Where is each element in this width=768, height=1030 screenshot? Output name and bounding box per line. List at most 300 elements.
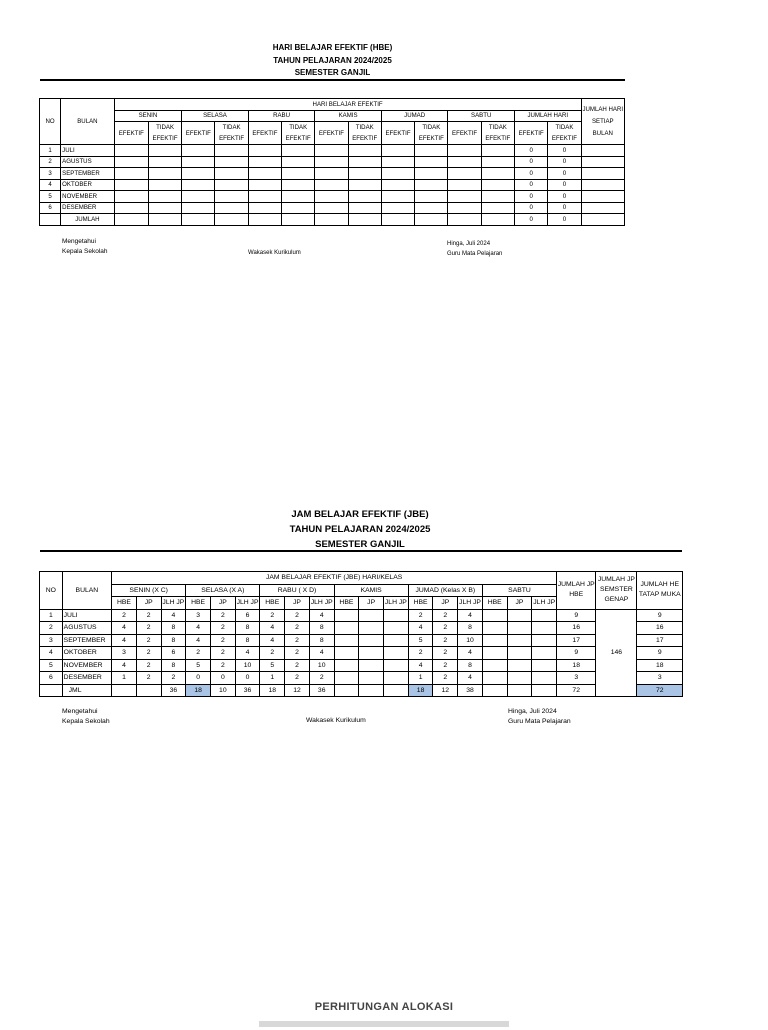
jbe-title: JAM BELAJAR EFEKTIF (JBE): [291, 509, 429, 520]
jbe-row-jumlah-jp-hbe: 9: [557, 647, 596, 660]
jbe-total-cell: [136, 684, 161, 697]
jbe-row-cell: 2: [260, 609, 285, 622]
hbe-empty-cell: [348, 202, 381, 214]
hbe-sig-middle: [248, 248, 301, 258]
hbe-empty-cell: [448, 179, 481, 191]
jbe-sub-header: JLH JP: [532, 597, 557, 610]
jbe-row-cell: [482, 647, 507, 660]
jbe-row-cell: 2: [136, 659, 161, 672]
hbe-row-efektif: 0: [515, 168, 548, 180]
hbe-empty-cell: [248, 202, 281, 214]
jbe-row-cell: 5: [260, 659, 285, 672]
hbe-row-jumlah-hari: [581, 168, 624, 180]
jbe-row-cell: 10: [235, 659, 260, 672]
hbe-empty-cell: [481, 191, 514, 203]
jbe-row-cell: [384, 634, 409, 647]
jbe-row-cell: 0: [186, 672, 211, 685]
jbe-row-cell: 6: [235, 609, 260, 622]
jbe-day-header: SENIN (X C): [112, 584, 186, 597]
jbe-row-cell: [532, 659, 557, 672]
jbe-mengetahui: Mengetahui: [62, 708, 98, 715]
jbe-row-cell: [507, 622, 532, 635]
jbe-row-cell: [532, 634, 557, 647]
hbe-empty-cell: [215, 191, 248, 203]
hbe-table-row: [40, 168, 625, 180]
hbe-empty-cell: [315, 191, 348, 203]
hbe-total-tidak-efektif: 0: [548, 214, 581, 226]
hbe-sig-right: [447, 239, 502, 259]
jbe-row-cell: 2: [408, 609, 433, 622]
hbe-row-bulan: DESEMBER: [61, 202, 114, 214]
hbe-empty-cell: [114, 145, 148, 157]
hbe-empty-cell: [381, 145, 414, 157]
jbe-row-cell: [359, 647, 384, 660]
hbe-tidak-efektif-header: TIDAK EFEKTIF: [548, 122, 581, 145]
jbe-total-cell: 38: [458, 684, 483, 697]
jbe-sub-header: JLH JP: [309, 597, 334, 610]
jbe-year: TAHUN PELAJARAN 2024/2025: [289, 524, 431, 535]
jbe-row-cell: 0: [210, 672, 235, 685]
jbe-total-cell: 12: [433, 684, 458, 697]
hbe-total-label: JUMLAH: [61, 214, 114, 226]
jbe-row-cell: [482, 609, 507, 622]
hbe-tidak-efektif-header: TIDAK EFEKTIF: [215, 122, 248, 145]
jbe-sig-right: [508, 707, 571, 727]
jbe-row-cell: 4: [112, 634, 137, 647]
hbe-row-efektif: 0: [515, 145, 548, 157]
hbe-empty-cell: [381, 191, 414, 203]
hbe-empty-cell: [114, 214, 148, 226]
hbe-empty-cell: [348, 156, 381, 168]
jbe-row-tatap-muka: 3: [637, 672, 683, 685]
jbe-sub-header: JP: [507, 597, 532, 610]
jbe-total-no: [40, 684, 63, 697]
jbe-row-jumlah-jp-hbe: 9: [557, 609, 596, 622]
hbe-day-header: KAMIS: [315, 110, 382, 122]
jbe-total-cell: [532, 684, 557, 697]
hbe-table-row: [40, 156, 625, 168]
hbe-empty-cell: [215, 156, 248, 168]
jbe-total-tatap-muka: 72: [637, 684, 683, 697]
hbe-empty-cell: [148, 168, 181, 180]
jbe-row-cell: [384, 659, 409, 672]
jbe-sig-middle: [306, 716, 366, 726]
hbe-empty-cell: [348, 145, 381, 157]
hbe-row-jumlah-hari: [581, 191, 624, 203]
hbe-empty-cell: [448, 145, 481, 157]
hbe-efektif-header: EFEKTIF: [515, 122, 548, 145]
hbe-empty-cell: [248, 214, 281, 226]
jbe-divider: [40, 550, 682, 552]
jbe-row-cell: 2: [433, 622, 458, 635]
jbe-row-cell: 2: [285, 659, 310, 672]
hbe-empty-cell: [348, 179, 381, 191]
jbe-sub-header: HBE: [112, 597, 137, 610]
hbe-efektif-header: EFEKTIF: [381, 122, 414, 145]
jbe-sub-header: HBE: [334, 597, 359, 610]
jbe-row-no: 1: [40, 609, 63, 622]
hbe-row-jumlah-hari: [581, 145, 624, 157]
jbe-row-cell: 6: [161, 647, 186, 660]
hbe-efektif-header: EFEKTIF: [448, 122, 481, 145]
hbe-empty-cell: [114, 168, 148, 180]
hbe-empty-cell: [215, 202, 248, 214]
jbe-jumlah-jp-semester-genap: JUMLAH JP SEMSTER GENAP: [596, 572, 637, 610]
jbe-place-date: Hinga, Juli 2024: [508, 708, 557, 715]
jbe-row-jumlah-jp-hbe: 3: [557, 672, 596, 685]
jbe-row-cell: 2: [136, 672, 161, 685]
hbe-empty-cell: [448, 156, 481, 168]
jbe-total-cell: 36: [161, 684, 186, 697]
jbe-row-jumlah-jp-hbe: 16: [557, 622, 596, 635]
hbe-empty-cell: [182, 145, 215, 157]
hbe-empty-cell: [248, 191, 281, 203]
jbe-row-cell: 4: [112, 622, 137, 635]
hbe-empty-cell: [282, 168, 315, 180]
hbe-empty-cell: [282, 214, 315, 226]
jbe-bulan-header: BULAN: [62, 572, 111, 610]
jbe-row-cell: 4: [186, 634, 211, 647]
jbe-row-cell: 2: [285, 634, 310, 647]
jbe-row-cell: 2: [136, 622, 161, 635]
jbe-row-cell: [507, 647, 532, 660]
hbe-day-header: JUMLAH HARI: [515, 110, 582, 122]
jbe-total-cell: 36: [309, 684, 334, 697]
jbe-wakasek: Wakasek Kurikulum: [306, 717, 366, 724]
hbe-empty-cell: [348, 191, 381, 203]
hbe-empty-cell: [148, 179, 181, 191]
hbe-row-no: 3: [40, 168, 61, 180]
hbe-row-bulan: JULI: [61, 145, 114, 157]
jbe-row-cell: 4: [309, 609, 334, 622]
jbe-row-jumlah-jp-hbe: 18: [557, 659, 596, 672]
hbe-empty-cell: [114, 179, 148, 191]
jbe-row-bulan: DESEMBER: [62, 672, 111, 685]
jbe-row-cell: 3: [186, 609, 211, 622]
jbe-row-cell: 2: [433, 634, 458, 647]
jbe-row-cell: 2: [210, 659, 235, 672]
jbe-row-cell: 2: [112, 609, 137, 622]
hbe-empty-cell: [215, 145, 248, 157]
jbe-semester: SEMESTER GANJIL: [315, 539, 405, 550]
jbe-total-cell: [507, 684, 532, 697]
jbe-row-cell: 2: [161, 672, 186, 685]
jbe-row-no: 2: [40, 622, 63, 635]
jbe-row-cell: [334, 622, 359, 635]
hbe-empty-cell: [315, 156, 348, 168]
hbe-empty-cell: [415, 202, 448, 214]
jbe-row-tatap-muka: 16: [637, 622, 683, 635]
hbe-empty-cell: [114, 191, 148, 203]
hbe-group-header: HARI BELAJAR EFEKTIF: [114, 99, 581, 111]
hbe-empty-cell: [415, 214, 448, 226]
hbe-empty-cell: [282, 145, 315, 157]
jbe-kepsek: Kepala Sekolah: [62, 718, 110, 725]
jbe-row-cell: 1: [408, 672, 433, 685]
hbe-no-header: NO: [40, 99, 61, 145]
jbe-table: [39, 571, 683, 697]
hbe-empty-cell: [448, 214, 481, 226]
hbe-efektif-header: EFEKTIF: [182, 122, 215, 145]
jbe-row-cell: [532, 647, 557, 660]
jbe-row-cell: 2: [309, 672, 334, 685]
jbe-row-cell: 1: [260, 672, 285, 685]
hbe-empty-cell: [148, 214, 181, 226]
hbe-table-row: [40, 202, 625, 214]
jbe-row-cell: 4: [408, 659, 433, 672]
jbe-row-cell: [334, 647, 359, 660]
hbe-total-efektif: 0: [515, 214, 548, 226]
hbe-empty-cell: [148, 191, 181, 203]
jbe-sub-header: JLH JP: [384, 597, 409, 610]
hbe-day-header: SABTU: [448, 110, 515, 122]
jbe-row-cell: 4: [309, 647, 334, 660]
jbe-row-cell: 2: [433, 659, 458, 672]
jbe-row-tatap-muka: 18: [637, 659, 683, 672]
hbe-row-jumlah-hari: [581, 179, 624, 191]
hbe-empty-cell: [215, 179, 248, 191]
hbe-row-bulan: SEPTEMBER: [61, 168, 114, 180]
jbe-row-cell: 1: [112, 672, 137, 685]
jbe-row-cell: [482, 672, 507, 685]
jbe-guru: Guru Mata Pelajaran: [508, 718, 571, 725]
jbe-row-cell: 2: [136, 609, 161, 622]
hbe-row-no: 5: [40, 191, 61, 203]
hbe-kepsek: Kepala Sekolah: [62, 248, 108, 255]
hbe-empty-cell: [415, 191, 448, 203]
hbe-row-no: 4: [40, 179, 61, 191]
hbe-row-jumlah-hari: [581, 156, 624, 168]
jbe-row-cell: 2: [210, 622, 235, 635]
jbe-row-cell: 3: [112, 647, 137, 660]
hbe-day-header: SELASA: [182, 110, 249, 122]
hbe-bulan-header: BULAN: [61, 99, 114, 145]
hbe-empty-cell: [182, 214, 215, 226]
hbe-row-bulan: NOVEMBER: [61, 191, 114, 203]
jbe-row-cell: [334, 659, 359, 672]
hbe-title: HARI BELAJAR EFEKTIF (HBE): [272, 43, 393, 52]
footer-subtitle-cut: [0, 1018, 768, 1030]
jbe-row-cell: 4: [458, 647, 483, 660]
hbe-mengetahui: Mengetahui: [62, 238, 96, 245]
hbe-year: TAHUN PELAJARAN 2024/2025: [273, 55, 392, 65]
hbe-row-no: 2: [40, 156, 61, 168]
hbe-efektif-header: EFEKTIF: [114, 122, 148, 145]
hbe-empty-cell: [248, 145, 281, 157]
jbe-row-cell: [532, 672, 557, 685]
jbe-total-cell: [384, 684, 409, 697]
hbe-empty-cell: [248, 168, 281, 180]
jbe-sub-header: JP: [285, 597, 310, 610]
jbe-row-tatap-muka: 9: [637, 609, 683, 622]
jbe-total-cell: 18: [408, 684, 433, 697]
jbe-total-label: JML: [62, 684, 111, 697]
hbe-row-tidak-efektif: 0: [548, 156, 581, 168]
jbe-sub-header: JLH JP: [235, 597, 260, 610]
jbe-total-cell: [334, 684, 359, 697]
hbe-empty-cell: [415, 168, 448, 180]
jbe-row-cell: 0: [235, 672, 260, 685]
jbe-row-tatap-muka: 17: [637, 634, 683, 647]
jbe-day-header: RABU ( X D): [260, 584, 334, 597]
hbe-empty-cell: [315, 179, 348, 191]
hbe-row-tidak-efektif: 0: [548, 168, 581, 180]
hbe-empty-cell: [114, 202, 148, 214]
jbe-row-cell: [359, 609, 384, 622]
jbe-row-cell: 4: [408, 622, 433, 635]
jbe-row-cell: 2: [260, 647, 285, 660]
hbe-row-tidak-efektif: 0: [548, 145, 581, 157]
jbe-day-header: JUMAD (Kelas X B): [408, 584, 482, 597]
jbe-row-cell: [507, 609, 532, 622]
jbe-sub-header: HBE: [408, 597, 433, 610]
hbe-table-row: [40, 145, 625, 157]
jbe-row-cell: [359, 672, 384, 685]
jbe-table-row: [40, 622, 683, 635]
jbe-total-cell: 18: [260, 684, 285, 697]
jbe-row-cell: 2: [285, 647, 310, 660]
jbe-day-header: SELASA (X A): [186, 584, 260, 597]
hbe-empty-cell: [315, 168, 348, 180]
hbe-total-no: [40, 214, 61, 226]
jbe-sub-header: JLH JP: [161, 597, 186, 610]
hbe-row-bulan: AGUSTUS: [61, 156, 114, 168]
jbe-row-cell: 4: [112, 659, 137, 672]
jbe-row-cell: [507, 634, 532, 647]
jbe-row-cell: [507, 672, 532, 685]
jbe-row-cell: 5: [186, 659, 211, 672]
jbe-row-jumlah-jp-hbe: 17: [557, 634, 596, 647]
jbe-row-cell: 4: [458, 672, 483, 685]
hbe-day-header: JUMAD: [381, 110, 448, 122]
hbe-wakasek: Wakasek Kurikulum: [248, 250, 301, 256]
hbe-row-efektif: 0: [515, 202, 548, 214]
jbe-sub-header: JP: [359, 597, 384, 610]
hbe-divider: [40, 79, 625, 81]
jbe-row-cell: 4: [186, 622, 211, 635]
jbe-total-cell: [482, 684, 507, 697]
jbe-sub-header: JP: [433, 597, 458, 610]
jbe-row-cell: 4: [235, 647, 260, 660]
jbe-jumlah-jp-hbe: JUMLAH JP HBE: [557, 572, 596, 610]
hbe-empty-cell: [381, 202, 414, 214]
jbe-row-cell: 2: [136, 634, 161, 647]
jbe-row-cell: 2: [285, 622, 310, 635]
jbe-row-cell: 2: [433, 672, 458, 685]
hbe-empty-cell: [114, 156, 148, 168]
hbe-title-block: [40, 42, 625, 80]
jbe-row-cell: [334, 609, 359, 622]
jbe-row-cell: [384, 622, 409, 635]
jbe-row-cell: 4: [260, 622, 285, 635]
jbe-row-cell: [384, 609, 409, 622]
jbe-row-cell: [482, 634, 507, 647]
jbe-row-cell: 10: [458, 634, 483, 647]
hbe-empty-cell: [248, 179, 281, 191]
jbe-table-row: [40, 672, 683, 685]
hbe-empty-cell: [182, 202, 215, 214]
jbe-table-row: [40, 659, 683, 672]
hbe-empty-cell: [348, 168, 381, 180]
hbe-tidak-efektif-header: TIDAK EFEKTIF: [415, 122, 448, 145]
hbe-empty-cell: [481, 168, 514, 180]
hbe-empty-cell: [481, 145, 514, 157]
jbe-row-cell: 8: [161, 634, 186, 647]
jbe-row-cell: 4: [260, 634, 285, 647]
hbe-empty-cell: [481, 214, 514, 226]
jbe-row-no: 5: [40, 659, 63, 672]
hbe-tidak-efektif-header: TIDAK EFEKTIF: [481, 122, 514, 145]
jbe-total-cell: 12: [285, 684, 310, 697]
jbe-row-bulan: OKTOBER: [62, 647, 111, 660]
hbe-empty-cell: [415, 179, 448, 191]
hbe-place-date: Hinga, Juli 2024: [447, 241, 491, 247]
jbe-row-cell: [359, 622, 384, 635]
hbe-empty-cell: [182, 179, 215, 191]
jbe-row-cell: 8: [161, 659, 186, 672]
hbe-empty-cell: [282, 202, 315, 214]
hbe-empty-cell: [481, 179, 514, 191]
hbe-empty-cell: [148, 202, 181, 214]
hbe-empty-cell: [381, 214, 414, 226]
jbe-sub-header: JLH JP: [458, 597, 483, 610]
hbe-empty-cell: [282, 191, 315, 203]
hbe-empty-cell: [215, 168, 248, 180]
jbe-row-cell: 2: [408, 647, 433, 660]
jbe-row-cell: 10: [309, 659, 334, 672]
hbe-empty-cell: [481, 156, 514, 168]
jbe-row-cell: 2: [210, 634, 235, 647]
jbe-row-cell: 5: [408, 634, 433, 647]
jbe-row-no: 3: [40, 634, 63, 647]
jbe-row-cell: [384, 647, 409, 660]
jbe-row-bulan: NOVEMBER: [62, 659, 111, 672]
jbe-total-jumlah-jp-hbe: 72: [557, 684, 596, 697]
hbe-empty-cell: [315, 202, 348, 214]
jbe-row-cell: 8: [309, 634, 334, 647]
jbe-group-header: JAM BELAJAR EFEKTIF (JBE) HARI/KELAS: [112, 572, 557, 585]
jbe-row-cell: 8: [458, 622, 483, 635]
hbe-empty-cell: [381, 156, 414, 168]
jbe-total-cell: [359, 684, 384, 697]
hbe-row-tidak-efektif: 0: [548, 191, 581, 203]
jbe-row-cell: 2: [210, 647, 235, 660]
jbe-no-header: NO: [40, 572, 63, 610]
jbe-sub-header: HBE: [482, 597, 507, 610]
jbe-sub-header: HBE: [260, 597, 285, 610]
jbe-row-cell: [334, 634, 359, 647]
jbe-row-cell: 8: [235, 634, 260, 647]
jbe-title-block: [40, 507, 680, 552]
hbe-empty-cell: [215, 214, 248, 226]
hbe-empty-cell: [315, 214, 348, 226]
hbe-row-no: 1: [40, 145, 61, 157]
jbe-total-cell: 18: [186, 684, 211, 697]
hbe-empty-cell: [315, 145, 348, 157]
jbe-row-cell: 2: [285, 609, 310, 622]
jbe-row-bulan: SEPTEMBER: [62, 634, 111, 647]
jbe-row-cell: [359, 634, 384, 647]
hbe-empty-cell: [448, 202, 481, 214]
hbe-day-header: SENIN: [114, 110, 182, 122]
jbe-row-cell: 2: [186, 647, 211, 660]
jbe-row-tatap-muka: 9: [637, 647, 683, 660]
hbe-row-efektif: 0: [515, 191, 548, 203]
jbe-row-cell: 4: [161, 609, 186, 622]
hbe-jumlah-hari-setiap-bulan: JUMLAH HARI SETIAP BULAN: [581, 99, 624, 145]
hbe-empty-cell: [415, 145, 448, 157]
hbe-empty-cell: [448, 168, 481, 180]
